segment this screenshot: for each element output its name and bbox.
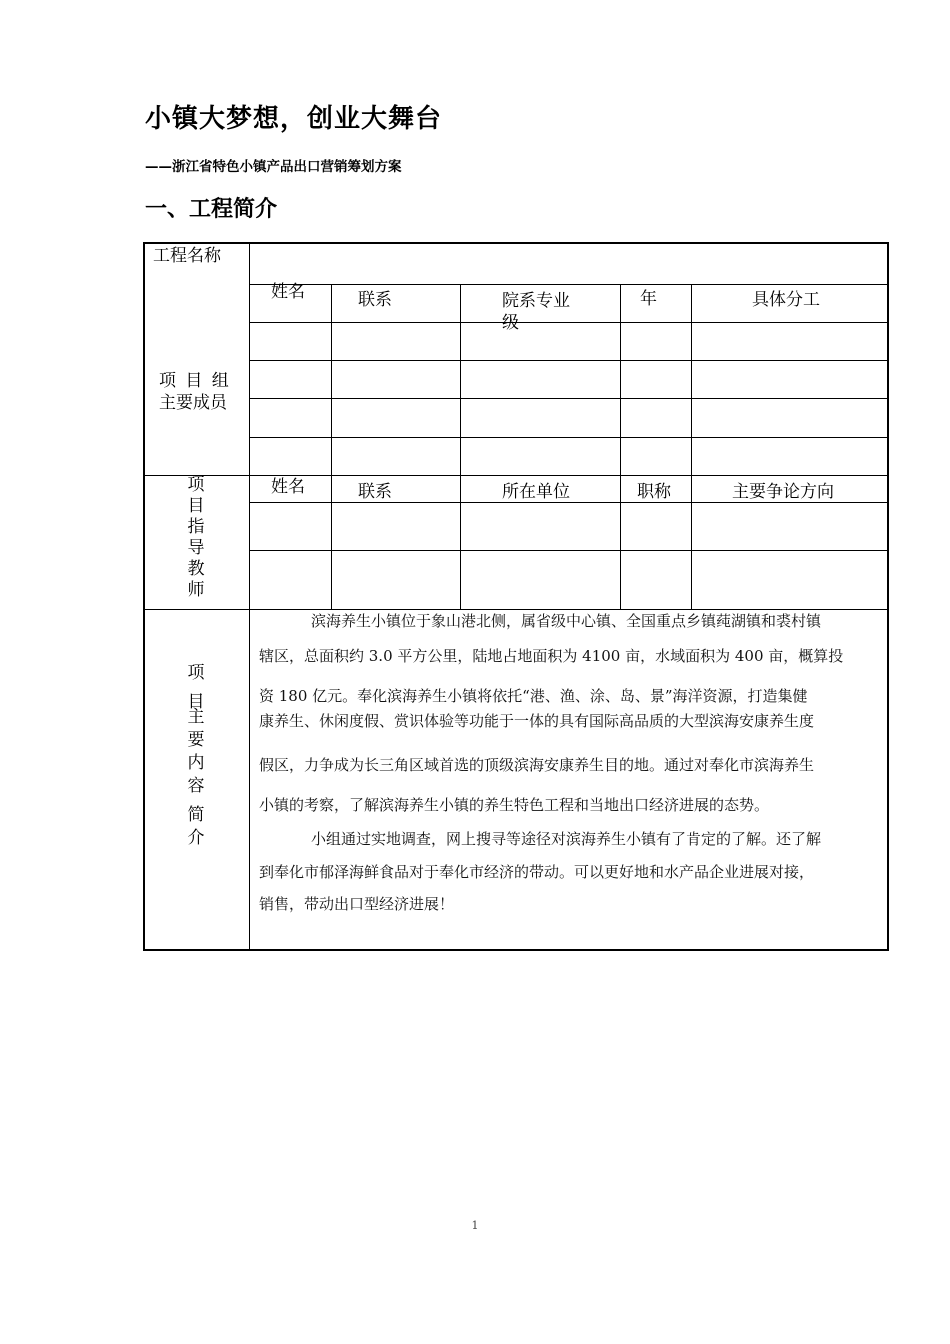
label-column-divider [249, 244, 250, 949]
content-line: 销售，带动出口型经济进展！ [259, 895, 455, 913]
content-line: 小组通过实地调查，网上搜寻等途径对滨海养生小镇有了肯定的了解。还了解 [311, 830, 822, 848]
content-line: 假区，力争成为长三角区域首选的顶级滨海安康养生目的地。通过对奉化市滨海养生 [259, 756, 815, 774]
teachers-header-contact: 联系 [358, 482, 392, 502]
content-line: 到奉化市郁泽海鲜食品对于奉化市经济的带动。可以更好地和水产品企业进展对接， [259, 863, 815, 881]
document-title: 小镇大梦想，创业大舞台 [145, 104, 443, 134]
row-divider [249, 398, 887, 399]
row-divider [249, 322, 887, 323]
members-header-year: 年 [640, 289, 657, 309]
content-line: 辖区，总面积约 3.0 平方公里，陆地占地面积为 4100 亩，水域面积为 400 亩，概算投 [259, 647, 844, 665]
row-divider [249, 502, 887, 503]
content-label-char: 介 [187, 828, 205, 848]
members-header-name: 姓名 [271, 282, 305, 302]
teachers-header-title: 职称 [637, 482, 671, 502]
teachers-label-char: 师 [187, 580, 205, 600]
teachers-label-char: 导 [187, 538, 205, 558]
row-divider [249, 360, 887, 361]
content-label-char: 要 [187, 730, 205, 750]
content-label-char: 项 [187, 663, 205, 683]
content-label [181, 662, 211, 850]
column-divider [691, 284, 692, 609]
teachers-header-unit: 所在单位 [502, 482, 570, 502]
teachers-header-name: 姓名 [271, 477, 305, 497]
teachers-label-char: 项 [187, 475, 205, 495]
members-header-dept: 院系专业 [502, 291, 570, 311]
members-header-contact: 联系 [358, 290, 392, 310]
content-label-char: 主 [187, 707, 205, 727]
column-divider [620, 284, 621, 609]
content-label-char: 内 [187, 753, 205, 773]
content-label-char: 简 [187, 805, 205, 825]
members-header-dept-cont: 级 [502, 313, 519, 333]
document-subtitle: ——浙江省特色小镇产品出口营销筹划方案 [145, 159, 402, 175]
members-label-line1: 项 目 组 [159, 371, 231, 391]
teachers-header-research: 主要争论方向 [732, 482, 834, 502]
row-divider [249, 550, 887, 551]
row-divider [249, 437, 887, 438]
teachers-label-char: 教 [187, 559, 205, 579]
content-label-char: 目 [187, 692, 205, 712]
teachers-label-char: 指 [187, 517, 205, 537]
members-label-line2: 主要成员 [159, 393, 227, 413]
section-heading: 一、工程简介 [145, 197, 278, 222]
content-line: 滨海养生小镇位于象山港北侧，属省级中心镇、全国重点乡镇莼湖镇和裘村镇 [311, 612, 822, 630]
row-divider [249, 284, 887, 285]
teachers-label-char: 目 [187, 496, 205, 516]
teachers-label [181, 475, 211, 601]
content-line: 康养生、休闲度假、赏识体验等功能于一体的具有国际高品质的大型滨海安康养生度 [259, 712, 815, 730]
project-table [143, 242, 889, 951]
column-divider [331, 284, 332, 609]
page-number: 1 [471, 1219, 479, 1232]
content-label-char: 容 [187, 776, 205, 796]
project-name-label: 工程名称 [153, 246, 221, 266]
column-divider [460, 284, 461, 609]
members-header-role: 具体分工 [752, 290, 820, 310]
content-line: 小镇的考察，了解滨海养生小镇的养生特色工程和当地出口经济进展的态势。 [259, 796, 770, 814]
section-divider [145, 475, 887, 476]
content-line: 资 180 亿元。奉化滨海养生小镇将依托“港、渔、涂、岛、景”海洋资源，打造集健 [259, 687, 808, 705]
